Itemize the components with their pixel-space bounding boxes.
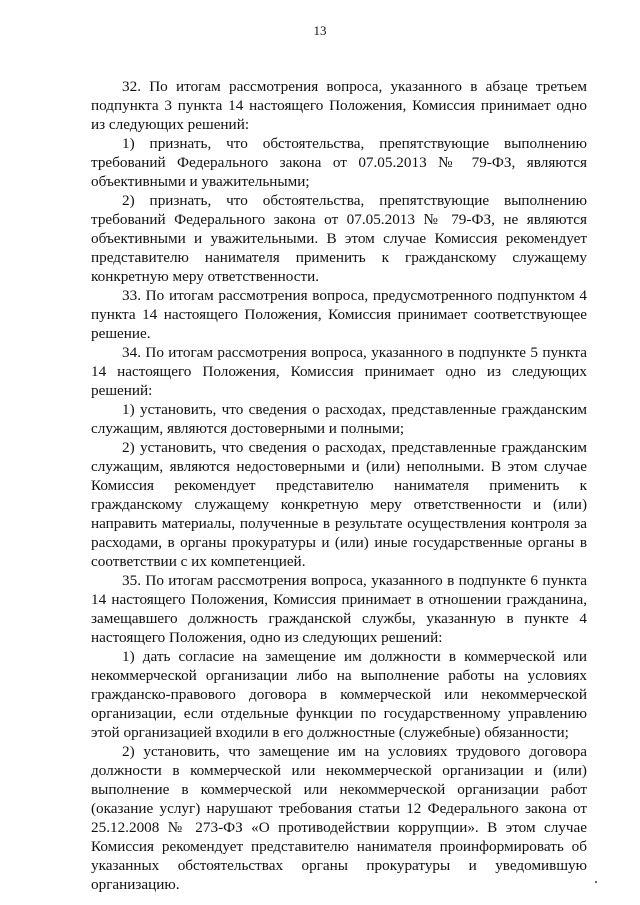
paragraph-33: 33. По итогам рассмотрения вопроса, предусмотренного подпунктом 4 пункта 14 настоящего Положения, Комиссия принимает соответствующее решение.	[91, 287, 587, 342]
paragraph-34-item-1: 1) установить, что сведения о расходах, представленные гражданским служащим, являются достоверными и полными;	[91, 401, 587, 437]
page-number: 13	[313, 23, 327, 38]
document-body	[91, 77, 587, 894]
paragraph-34-item-2: 2) установить, что сведения о расходах, представленные гражданским служащим, являются недостоверными и (или) неполными. В этом случае Комиссия рекомендует представителю нанимателя применить к гражданскому служащему конкретную меру ответственности и (или) направить материалы, полученные в результате осуществления контроля за расходами, в органы прокуратуры и (или) иные государственные органы в соответствии с их компетенцией.	[91, 439, 587, 570]
paragraph-35-item-2: 2) установить, что замещение им на условиях трудового договора должности в коммерческой или некоммерческой организации и (или) выполнение в коммерческой или некоммерческой организации работ (оказание услуг) нарушают требования статьи 12 Федерального закона от 25.12.2008 № 273-ФЗ «О противодействии коррупции». В этом случае Комиссия рекомендует представителю нанимателя проинформировать об указанных обстоятельствах органы прокуратуры и уведомившую организацию.	[91, 743, 587, 893]
scan-speck	[595, 881, 597, 883]
paragraph-32-item-1: 1) признать, что обстоятельства, препятствующие выполнению требований Федерального закона от 07.05.2013 № 79-ФЗ, являются объективными и уважительными;	[91, 135, 587, 190]
paragraph-35-item-1: 1) дать согласие на замещение им должности в коммерческой или некоммерческой организации либо на выполнение работы на условиях гражданско-правового договора в коммерческой или некоммерческой организации, если отдельные функции по государственному управлению этой организацией входили в его должностные (служебные) обязанности;	[91, 648, 587, 741]
paragraph-35: 35. По итогам рассмотрения вопроса, указанного в подпункте 6 пункта 14 настоящего Положения, Комиссия принимает в отношении гражданина, замещавшего должность гражданской службы, указанную в пункте 4 настоящего Положения, одно из следующих решений:	[91, 572, 587, 646]
paragraph-32: 32. По итогам рассмотрения вопроса, указанного в абзаце третьем подпункта 3 пункта 14 настоящего Положения, Комиссия принимает одно из следующих решений:	[91, 78, 587, 133]
paragraph-34: 34. По итогам рассмотрения вопроса, указанного в подпункте 5 пункта 14 настоящего Положения, Комиссия принимает одно из следующих решений:	[91, 344, 587, 399]
paragraph-32-item-2: 2) признать, что обстоятельства, препятствующие выполнению требований Федерального закона от 07.05.2013 № 79-ФЗ, не являются объективными и уважительными. В этом случае Комиссия рекомендует представителю нанимателя применить к гражданскому служащему конкретную меру ответственности.	[91, 192, 587, 285]
